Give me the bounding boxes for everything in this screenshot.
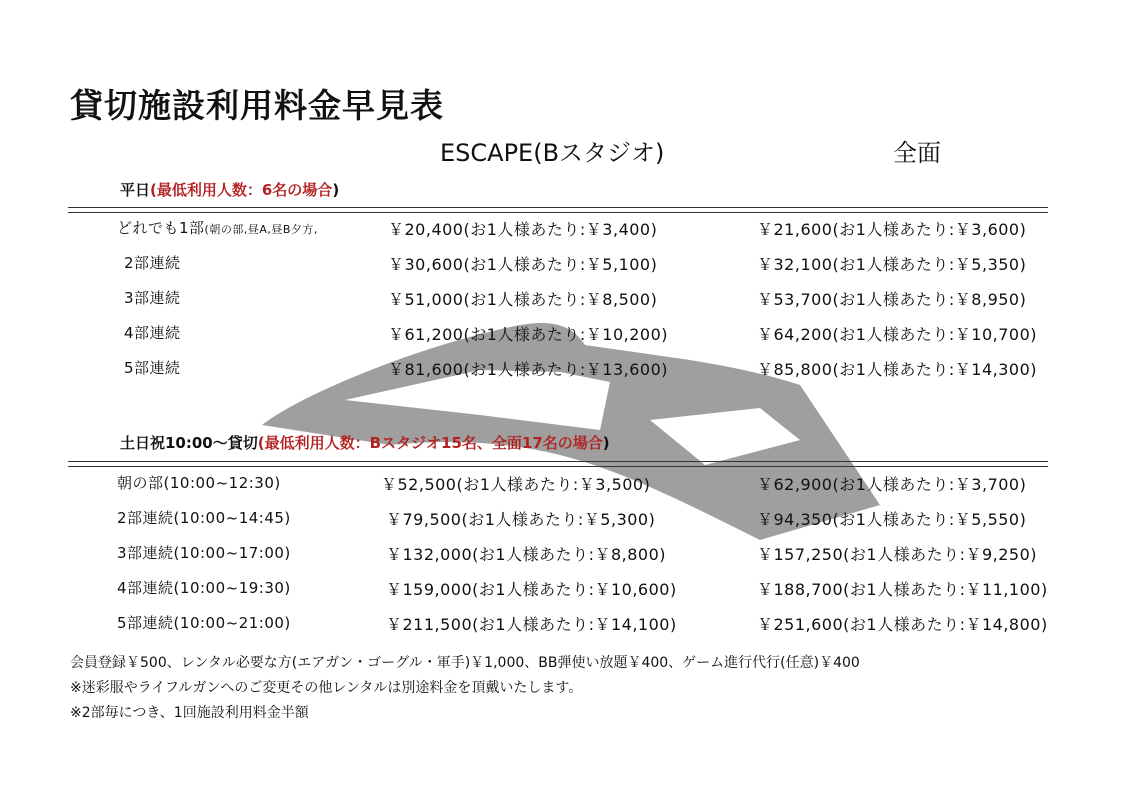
note-line: ※迷彩服やライフルガンへのご変更その他レンタルは別途料金を頂戴いたします。 <box>70 680 583 696</box>
weekday-row-full: ￥32,100(お1人様あたり:￥5,350) <box>757 255 1027 274</box>
weekday-row-label: 5部連続 <box>124 359 181 377</box>
weekday-label: 平日 <box>120 181 151 199</box>
holiday-row-escape: ￥79,500(お1人様あたり:￥5,300) <box>386 510 656 529</box>
weekday-row-escape: ￥30,600(お1人様あたり:￥5,100) <box>388 255 658 274</box>
holiday-row-full: ￥94,350(お1人様あたり:￥5,550) <box>757 510 1027 529</box>
weekday-row-full: ￥53,700(お1人様あたり:￥8,950) <box>757 290 1027 309</box>
weekday-row-escape: ￥51,000(お1人様あたり:￥8,500) <box>388 290 658 309</box>
weekday-min-note: (最低利用人数：6名の場合 <box>150 181 333 199</box>
holiday-row-full: ￥157,250(お1人様あたり:￥9,250) <box>757 545 1038 564</box>
page-title: 貸切施設利用料金早見表 <box>70 86 444 125</box>
holiday-row-full: ￥251,600(お1人様あたり:￥14,800) <box>757 615 1048 634</box>
holiday-divider <box>68 461 1048 467</box>
holiday-section-title <box>120 432 610 453</box>
holiday-row-label: 2部連続(10:00~14:45) <box>117 509 291 527</box>
weekday-first-label: どれでも1部 <box>117 219 205 237</box>
holiday-row-full: ￥188,700(お1人様あたり:￥11,100) <box>757 580 1048 599</box>
holiday-min-note: (最低利用人数：Bスタジオ15名、全面17名の場合 <box>257 434 603 452</box>
holiday-row-label: 5部連続(10:00~21:00) <box>117 614 291 632</box>
weekday-first-label-small: (朝の部,昼A,昼B夕方, <box>204 223 318 236</box>
holiday-label: 土日祝10:00～貸切 <box>120 434 258 452</box>
note-line: 会員登録￥500、レンタル必要な方(エアガン・ゴーグル・軍手)￥1,000、BB弾使い放題￥400、ゲーム進行代行(任意)￥400 <box>70 655 860 671</box>
weekday-row-label: 3部連続 <box>124 289 181 307</box>
holiday-row-escape: ￥52,500(お1人様あたり:￥3,500) <box>381 475 651 494</box>
weekday-row-label: 2部連続 <box>124 254 181 272</box>
weekday-divider <box>68 207 1048 213</box>
holiday-row-escape: ￥132,000(お1人様あたり:￥8,800) <box>386 545 667 564</box>
note-line: ※2部毎につき、1回施設利用料金半額 <box>70 705 309 721</box>
holiday-close: ) <box>602 434 610 452</box>
column-header-escape: ESCAPE(Bスタジオ) <box>440 139 665 167</box>
column-header-full: 全面 <box>893 139 941 167</box>
holiday-row-label: 3部連続(10:00~17:00) <box>117 544 291 562</box>
holiday-row-label: 4部連続(10:00~19:30) <box>117 579 291 597</box>
weekday-first-escape: ￥20,400(お1人様あたり:￥3,400) <box>388 220 658 239</box>
weekday-row-escape: ￥81,600(お1人様あたり:￥13,600) <box>388 360 669 379</box>
weekday-row-escape: ￥61,200(お1人様あたり:￥10,200) <box>388 325 669 344</box>
weekday-row-label <box>117 217 318 238</box>
holiday-row-label: 朝の部(10:00~12:30) <box>117 474 281 492</box>
weekday-row-full: ￥64,200(お1人様あたり:￥10,700) <box>757 325 1038 344</box>
weekday-row-label: 4部連続 <box>124 324 181 342</box>
weekday-close: ) <box>332 181 340 199</box>
weekday-row-full: ￥85,800(お1人様あたり:￥14,300) <box>757 360 1038 379</box>
holiday-row-escape: ￥211,500(お1人様あたり:￥14,100) <box>386 615 677 634</box>
weekday-first-full: ￥21,600(お1人様あたり:￥3,600) <box>757 220 1027 239</box>
holiday-row-escape: ￥159,000(お1人様あたり:￥10,600) <box>386 580 677 599</box>
weekday-section-title <box>120 179 339 200</box>
holiday-row-full: ￥62,900(お1人様あたり:￥3,700) <box>757 475 1027 494</box>
